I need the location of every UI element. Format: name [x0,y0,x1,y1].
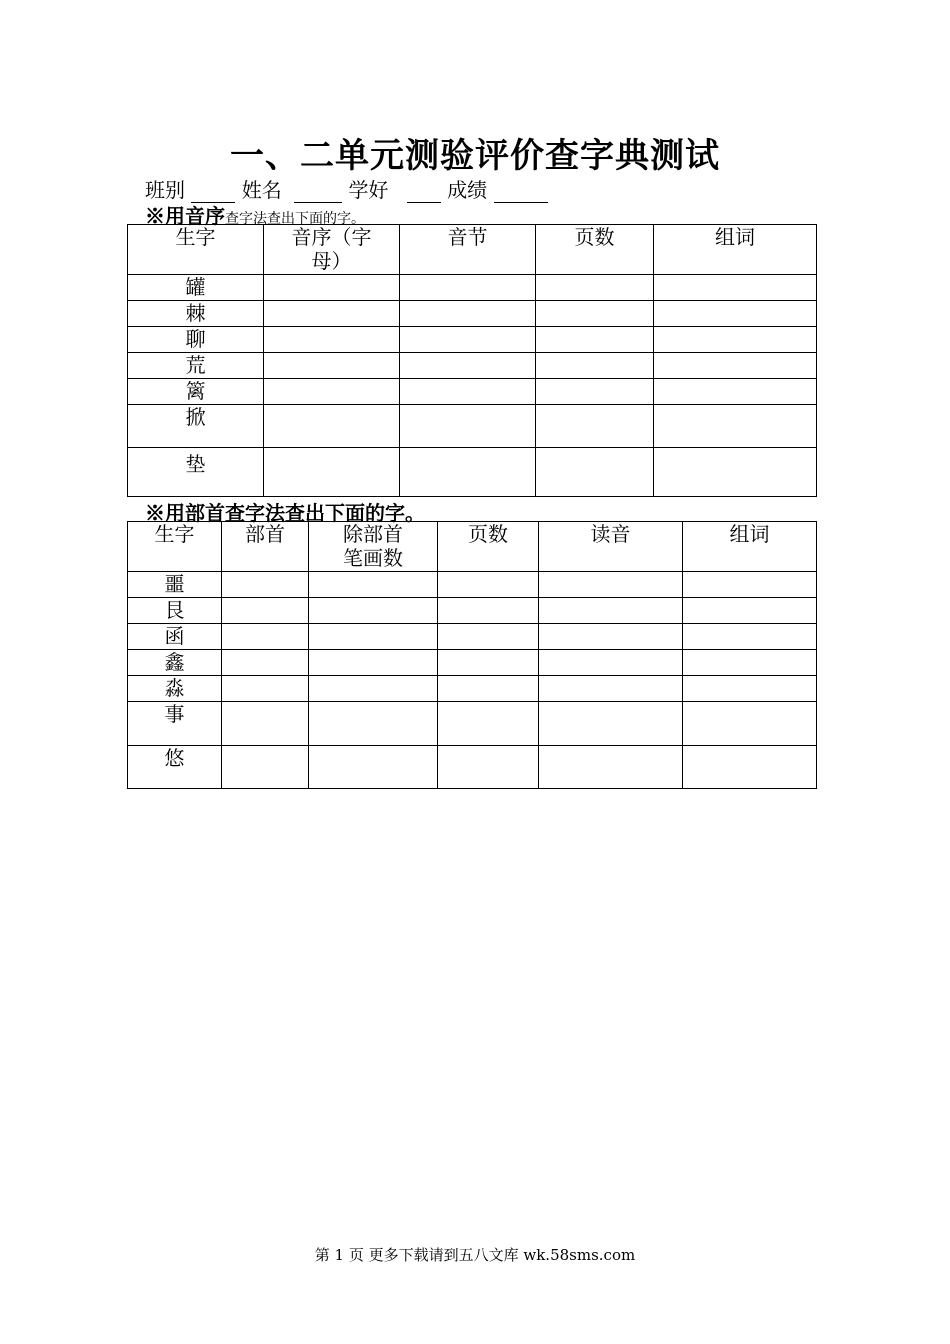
section1-heading-rest: 查字法查出下面的字。 [225,211,365,227]
header-cell: 组词 [654,225,817,275]
answer-cell[interactable] [400,448,536,497]
answer-cell[interactable] [654,405,817,448]
char-cell: 荒 [128,353,264,379]
table-row [128,327,817,353]
answer-cell[interactable] [654,379,817,405]
answer-cell[interactable] [264,301,400,327]
answer-cell[interactable] [654,448,817,497]
table-row [128,275,817,301]
answer-cell[interactable] [539,598,683,624]
table-row [128,301,817,327]
answer-cell[interactable] [536,353,654,379]
answer-cell[interactable] [683,598,817,624]
radical-lookup-table [127,521,817,789]
answer-cell[interactable] [539,624,683,650]
table-row [128,702,817,746]
answer-cell[interactable] [309,624,438,650]
char-cell: 掀 [128,405,264,448]
answer-cell[interactable] [400,327,536,353]
answer-cell[interactable] [309,572,438,598]
answer-cell[interactable] [536,448,654,497]
answer-cell[interactable] [309,702,438,746]
header-cell: 读音 [539,522,683,572]
answer-cell[interactable] [536,275,654,301]
answer-cell[interactable] [536,327,654,353]
page-title: 一、二单元测验评价查字典测试 [230,136,720,176]
answer-cell[interactable] [264,379,400,405]
answer-cell[interactable] [683,746,817,789]
header-cell: 页数 [438,522,539,572]
answer-cell[interactable] [438,598,539,624]
answer-cell[interactable] [222,650,309,676]
class-label: 班别 [145,178,185,202]
header-cell: 音序（字母） [264,225,400,275]
answer-cell[interactable] [264,327,400,353]
answer-cell[interactable] [539,702,683,746]
char-cell: 事 [128,702,222,746]
answer-cell[interactable] [536,405,654,448]
phonetic-lookup-table [127,224,817,497]
answer-cell[interactable] [222,598,309,624]
section1-heading-strong: ※用音序 [145,204,225,228]
answer-cell[interactable] [264,353,400,379]
answer-cell[interactable] [222,702,309,746]
answer-cell[interactable] [309,650,438,676]
header-cell: 音节 [400,225,536,275]
page-footer: 第 1 页 更多下载请到五八文库 wk.58sms.com [314,1246,636,1264]
answer-cell[interactable] [400,301,536,327]
char-cell: 噩 [128,572,222,598]
table-row [128,598,817,624]
header-cell: 页数 [536,225,654,275]
table-row [128,746,817,789]
score-label: 成绩 [447,178,488,202]
answer-cell[interactable] [539,572,683,598]
char-cell: 悠 [128,746,222,789]
answer-cell[interactable] [264,448,400,497]
answer-cell[interactable] [683,650,817,676]
answer-cell[interactable] [400,353,536,379]
answer-cell[interactable] [536,379,654,405]
table-row [128,353,817,379]
answer-cell[interactable] [264,405,400,448]
char-cell: 艮 [128,598,222,624]
id-label: 学好 [348,178,389,202]
header-cell: 生字 [128,225,264,275]
answer-cell[interactable] [683,702,817,746]
answer-cell[interactable] [654,275,817,301]
table-header-row [128,225,817,275]
answer-cell[interactable] [222,572,309,598]
answer-cell[interactable] [536,301,654,327]
answer-cell[interactable] [438,624,539,650]
answer-cell[interactable] [400,379,536,405]
answer-cell[interactable] [309,598,438,624]
answer-cell[interactable] [683,624,817,650]
answer-cell[interactable] [309,746,438,789]
answer-cell[interactable] [654,353,817,379]
char-cell: 篱 [128,379,264,405]
char-cell: 函 [128,624,222,650]
answer-cell[interactable] [264,275,400,301]
answer-cell[interactable] [309,676,438,702]
header-cell: 除部首笔画数 [309,522,438,572]
table-row [128,572,817,598]
table-row [128,624,817,650]
char-cell: 垫 [128,448,264,497]
answer-cell[interactable] [222,676,309,702]
answer-cell[interactable] [438,746,539,789]
section2-heading: ※用部首查字法查出下面的字。 [145,501,425,525]
id-blank[interactable] [407,182,441,203]
header-cell: 部首 [222,522,309,572]
score-blank[interactable] [494,182,548,203]
table-row [128,650,817,676]
table-header-row [128,522,817,572]
answer-cell[interactable] [654,327,817,353]
answer-cell[interactable] [400,405,536,448]
answer-cell[interactable] [222,746,309,789]
answer-cell[interactable] [539,650,683,676]
table-row [128,676,817,702]
answer-cell[interactable] [438,676,539,702]
table-row [128,379,817,405]
student-info-line [145,174,548,203]
char-cell: 棘 [128,301,264,327]
table-row [128,448,817,497]
name-label: 姓名 [241,178,282,202]
answer-cell[interactable] [438,650,539,676]
header-cell: 组词 [683,522,817,572]
answer-cell[interactable] [400,275,536,301]
char-cell: 淼 [128,676,222,702]
answer-cell[interactable] [683,572,817,598]
answer-cell[interactable] [539,676,683,702]
header-cell: 生字 [128,522,222,572]
answer-cell[interactable] [539,746,683,789]
table-row [128,405,817,448]
answer-cell[interactable] [683,676,817,702]
answer-cell[interactable] [222,624,309,650]
char-cell: 罐 [128,275,264,301]
answer-cell[interactable] [654,301,817,327]
answer-cell[interactable] [438,572,539,598]
char-cell: 鑫 [128,650,222,676]
char-cell: 聊 [128,327,264,353]
answer-cell[interactable] [438,702,539,746]
